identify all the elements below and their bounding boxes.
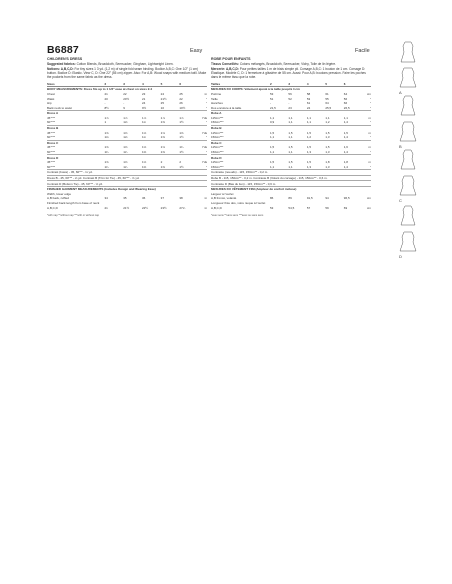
fr-footnote: *avec sens **sans sens ***avec ou sans sens xyxy=(211,213,264,217)
measurement-label: Back neck to waist xyxy=(47,105,72,110)
yardage-value: 1⅝ xyxy=(104,160,109,165)
unit-cell: in xyxy=(204,91,207,96)
section-heading: MESURES DU CORPS: Vêtement ajusté à la taille jusqu'à 4 cm xyxy=(211,87,371,92)
unit-cell: cm xyxy=(367,91,371,96)
yardage-value: 1⅝ xyxy=(160,145,165,150)
measurement-value: 23 xyxy=(288,105,292,110)
measurement-value: 51 xyxy=(269,96,274,101)
finished-value: 34 xyxy=(104,196,108,201)
measurement-value: 53 xyxy=(269,91,274,96)
finished-value: 38 xyxy=(179,196,183,201)
measurement-label: Hanches xyxy=(211,101,223,106)
unit-cell: Yds xyxy=(201,130,207,135)
finished-subheading: Width, lower edge xyxy=(47,191,72,196)
finished-value: 91,5 xyxy=(306,196,313,201)
measurement-value: 9 xyxy=(123,105,125,110)
size-header: 6 xyxy=(179,81,198,86)
unit-cell: " xyxy=(205,150,207,155)
yardage-value: 1,1 xyxy=(288,135,293,140)
sketch-label-d: D xyxy=(399,254,402,259)
group-heading: Robe B xyxy=(211,125,371,130)
fabric-width: 115cm*** xyxy=(211,145,224,150)
yardage-value: 1,2 xyxy=(306,135,312,140)
measurement-value: 21½ xyxy=(160,96,167,101)
unit-cell: " xyxy=(369,96,371,101)
group-heading: Dress D xyxy=(47,155,207,160)
yardage-value: 1⅝ xyxy=(123,145,128,150)
unit-cell: Yds xyxy=(201,115,207,120)
unit-cell: m xyxy=(368,115,371,120)
finished-label: A,B froncé, volanté xyxy=(211,196,237,201)
finished-heading: FINISHED GARMENT MEASUREMENTS (Includes Design and Wearing Ease) xyxy=(47,186,207,191)
measurement-label: Chest xyxy=(47,91,55,96)
difficulty-en: Easy xyxy=(190,48,203,54)
measurement-value: 56 xyxy=(288,91,292,96)
finished-row xyxy=(211,205,371,210)
garment-sketches xyxy=(393,40,423,280)
fabric-width: 150cm*** xyxy=(211,135,224,140)
finished-label: A,B,C,D xyxy=(47,205,58,210)
yardage-value: 1,1 xyxy=(306,120,312,125)
fabric-width: 45"*** xyxy=(47,115,55,120)
measurement-value: 24 xyxy=(160,91,165,96)
measurement-value: 21 xyxy=(104,91,108,96)
finished-value: 89 xyxy=(288,196,292,201)
yardage-value: 1¼ xyxy=(141,135,147,140)
yardage-value: 1,8 xyxy=(325,160,330,165)
fabric-width: 115cm*** xyxy=(211,130,224,135)
yardage-value: 1,4 xyxy=(343,135,348,140)
measurement-value: 66 xyxy=(343,101,348,106)
finished-value: 21 xyxy=(104,205,108,210)
unit-cell: " xyxy=(205,105,207,110)
yardage-value: 1,2 xyxy=(325,120,330,125)
yardage-value: 1⅛ xyxy=(123,120,128,125)
dress-sketch-icons xyxy=(393,40,423,280)
yardage-value: 1,1 xyxy=(269,135,275,140)
size-header: 6 xyxy=(344,81,362,86)
unit-cell: " xyxy=(205,96,207,101)
yardage-value: 1,1 xyxy=(288,150,293,155)
yardage-value: 1⅝ xyxy=(179,130,184,135)
measurement-value: 10½ xyxy=(179,105,186,110)
yardage-value: 1⅝ xyxy=(141,160,147,165)
measurement-row xyxy=(211,105,371,110)
yardage-value: 1⅜ xyxy=(141,150,147,155)
measurement-value: 20 xyxy=(104,96,108,101)
measurement-value: - xyxy=(288,101,290,106)
finished-value: 22½ xyxy=(141,205,148,210)
unit-cell: " xyxy=(369,150,371,155)
group-heading: Dress A xyxy=(47,111,207,116)
sketch-label-c: C xyxy=(399,198,402,203)
finished-row xyxy=(47,205,207,210)
measurement-value: 26 xyxy=(179,101,183,106)
yardage-value: 1⅛ xyxy=(104,135,109,140)
fr-notions: Mercerie: A,B,C,D: Pour petites tailles 1 m de biais simple pli. Corsage A,B,C: 1 bouton de 1 cm. Corsage D: Élastique. Modèle C, D: 1 fermeture à glissière de 55 cm. Aussi: Pour A,B: boutons pression. Faire les poches dans le même tissu que la robe. xyxy=(211,67,366,80)
yardage-value: 2 xyxy=(179,160,182,165)
measurement-value: 25 xyxy=(179,91,183,96)
difficulty-fr: Facile xyxy=(355,48,370,54)
measurement-label: Dos encolure à la taille xyxy=(211,105,242,110)
unit-cell: Yds xyxy=(201,160,207,165)
measurement-value: 52 xyxy=(288,96,292,101)
yardage-value: 1¾ xyxy=(179,145,184,150)
yardage-value: 1⅝ xyxy=(104,145,109,150)
yardage-value: 1½ xyxy=(179,135,184,140)
yardage-value: 1,8 xyxy=(343,160,348,165)
fabric-width: 45"*** xyxy=(47,145,55,150)
measurement-value: 21 xyxy=(141,96,146,101)
yardage-value: 1,3 xyxy=(325,150,330,155)
yardage-value: 1⅜ xyxy=(141,164,147,169)
unit-cell: " xyxy=(205,120,207,125)
measurement-value: 23 xyxy=(141,91,146,96)
yardage-value: 1,5 xyxy=(306,145,312,150)
fabric-width: 60"*** xyxy=(47,164,55,169)
fabric-width: 60"*** xyxy=(47,150,55,155)
yardage-value: 1,5 xyxy=(306,130,312,135)
unit-cell: " xyxy=(205,135,207,140)
fabric-width: 150cm*** xyxy=(211,150,224,155)
unit-cell: " xyxy=(205,164,207,169)
finished-value: 36 xyxy=(141,196,146,201)
size-header: 2 xyxy=(105,81,124,86)
dress-b-back-icon xyxy=(400,122,416,141)
yardage-value: 1,1 xyxy=(343,115,348,120)
dress-c-front-icon xyxy=(401,150,415,169)
yardage-value: 1,5 xyxy=(343,130,348,135)
measurement-value: 20½ xyxy=(123,96,130,101)
measurement-label: Hip xyxy=(47,101,52,106)
size-header: 3 xyxy=(288,81,306,86)
en-title: CHILDREN'S DRESS xyxy=(47,57,83,61)
yardage-note: Contraste D (Bas du lien) - 115, 150cm** - 0,6 m. xyxy=(211,181,371,187)
yardage-value: 1⅜ xyxy=(160,164,165,169)
yardage-value: 1,6 xyxy=(343,145,348,150)
sizes-label: Sizes xyxy=(47,81,105,86)
unit-cell: " xyxy=(369,105,371,110)
yardage-value: 1⅞ xyxy=(141,115,147,120)
yardage-value: 1⅝ xyxy=(104,130,109,135)
yardage-value: 1,1 xyxy=(269,164,275,169)
yardage-value: 1,5 xyxy=(325,145,330,150)
yardage-note: Contrast D (Bottom Tie) - 45, 60"** - ⅝ yd. xyxy=(47,181,207,187)
unit-cell: " xyxy=(369,164,371,169)
contrast-note: Contrast (bows) - 45, 60"** - ⅛ yd. xyxy=(47,170,207,176)
yardage-value: 1½ xyxy=(179,164,184,169)
en-size-table xyxy=(47,81,207,209)
measurement-value: - xyxy=(269,101,271,106)
yardage-value: 1,3 xyxy=(325,164,330,169)
yardage-value: 1,3 xyxy=(306,164,312,169)
yardage-value: 1,4 xyxy=(343,164,348,169)
yardage-value: 1⅝ xyxy=(141,145,147,150)
yardage-value: 1,3 xyxy=(306,150,312,155)
size-header: 5 xyxy=(161,81,180,86)
measurement-value: - xyxy=(104,101,106,106)
measurement-value: 64 xyxy=(343,91,348,96)
yardage-value: 1⅝ xyxy=(141,130,147,135)
yardage-value: 1¼ xyxy=(123,150,128,155)
en-notions: Notions: A,B,C,D: For tiny sizes 1 3 yd. (1,2 m) of single fold seam binding. Bodice A,B,C: One 1/2" (1 cm) button. Bodice D: Elastic. View C, D: One 22" (55 cm) zipper. Also: For A,B: Wood snaps with medium twill. Make the pockets from the same fabric as the dress. xyxy=(47,67,207,80)
yardage-value: 1½ xyxy=(179,150,184,155)
yardage-value: 1,4 xyxy=(343,150,348,155)
yardage-value: 1⅞ xyxy=(179,115,184,120)
size-header: 3 xyxy=(123,81,142,86)
yardage-value: 1,5 xyxy=(269,145,275,150)
size-header: 4 xyxy=(307,81,325,86)
measurement-value: 21,5 xyxy=(269,105,276,110)
fabric-width: 115cm*** xyxy=(211,160,224,165)
measurement-value: 24 xyxy=(141,101,146,106)
measurement-label: Waist xyxy=(47,96,55,101)
size-header: 2 xyxy=(270,81,288,86)
unit-cell: cm xyxy=(367,196,371,201)
measurement-value: 58 xyxy=(306,91,311,96)
english-column xyxy=(47,57,207,218)
yardage-value: 1,5 xyxy=(269,160,275,165)
measurement-value: 26,5 xyxy=(343,105,350,110)
yardage-value: 1⅞ xyxy=(160,115,165,120)
finished-heading: MESURES DU VÊTEMENT FINI (Ampleur de confort incluse) xyxy=(211,186,371,191)
finished-label: A,B,C,D xyxy=(211,205,222,210)
finished-value: 27¼ xyxy=(179,205,186,210)
group-heading: Robe A xyxy=(211,111,371,116)
measurement-value: 10 xyxy=(160,105,165,110)
yardage-value: 1,1 xyxy=(325,115,330,120)
measurement-value: 56 xyxy=(343,96,348,101)
measurement-label: Poitrine xyxy=(211,91,222,96)
sketch-label-a: A xyxy=(399,90,402,95)
pattern-number: B6887 xyxy=(47,44,79,56)
finished-label: A,B back, ruffled xyxy=(47,196,69,201)
yardage-value: 1⅝ xyxy=(160,130,165,135)
unit-cell: m xyxy=(368,145,371,150)
measurement-value: 8½ xyxy=(104,105,109,110)
group-heading: Dress B xyxy=(47,125,207,130)
en-fabrics: Suggested fabrics: Cotton Blends, Broadcloth, Seersucker, Gingham, Lightweight Linen. xyxy=(47,62,174,67)
yardage-value: 1⅜ xyxy=(160,135,165,140)
unit-cell: " xyxy=(369,101,371,106)
section-heading: BODY MEASUREMENTS: Dress fits up to 1 1/2" ease at chest on sizes 2-4 xyxy=(47,87,207,92)
dress-c-back-icon xyxy=(400,176,416,195)
en-footnote: *with nap **without nap ***with or without nap xyxy=(47,213,100,217)
yardage-value: 1½ xyxy=(179,120,184,125)
measurement-value: 25,5 xyxy=(325,105,332,110)
fabric-width: 60"*** xyxy=(47,135,55,140)
finished-value: 86 xyxy=(269,196,274,201)
dress-d-back-icon xyxy=(400,232,416,251)
unit-cell: m xyxy=(368,130,371,135)
yardage-value: 1⅝ xyxy=(123,160,128,165)
unit-cell: " xyxy=(369,135,371,140)
group-heading: Dress C xyxy=(47,140,207,145)
yardage-value: 1,5 xyxy=(288,160,293,165)
finished-label: Finished back length from base of neck xyxy=(47,200,100,205)
measurement-label: Taille xyxy=(211,96,218,101)
yardage-note: Robe B - 115, 150cm** - 0,2 m. Contraste B (Volant du corsage) - 115, 150cm** - 0,6 m. xyxy=(211,175,371,181)
finished-value: 57 xyxy=(306,205,311,210)
fabric-width: 150cm*** xyxy=(211,164,224,169)
dress-d-front-icon xyxy=(401,206,415,225)
yardage-value: 1,5 xyxy=(325,130,330,135)
yardage-value: 1⅜ xyxy=(160,120,165,125)
finished-value: 54,5 xyxy=(288,205,295,210)
yardage-value: 0,9 xyxy=(269,120,275,125)
finished-value: 96,5 xyxy=(343,196,350,201)
yardage-value: 1¼ xyxy=(123,164,128,169)
yardage-value: 1⅜ xyxy=(160,150,165,155)
yardage-value: 1,5 xyxy=(306,160,312,165)
finished-value: 35 xyxy=(123,196,127,201)
yardage-value: 1,4 xyxy=(343,120,348,125)
dress-a-back-icon xyxy=(400,68,416,87)
measurement-value: - xyxy=(123,101,125,106)
measurement-value: 61 xyxy=(306,101,311,106)
yardage-value: 1⅞ xyxy=(104,115,109,120)
finished-value: 59 xyxy=(325,205,329,210)
size-header: 5 xyxy=(325,81,343,86)
finished-value: 37 xyxy=(160,196,165,201)
measurement-value: 61 xyxy=(325,91,329,96)
fr-fabrics: Tissus Conseillés: Cotons mélangés, Broadcloth, Seersucker, Vichy, Toile de lin légère. xyxy=(211,62,337,67)
unit-cell: in xyxy=(204,196,207,201)
yardage-value: 1,1 xyxy=(288,115,293,120)
contrast-note: Contraste (noeuds) - 115, 150cm** - 0,2 m. xyxy=(211,170,371,176)
yardage-value: 1,5 xyxy=(269,130,275,135)
finished-value: 94 xyxy=(325,196,329,201)
unit-cell: in xyxy=(204,205,207,210)
dress-a-front-icon xyxy=(401,42,415,62)
finished-value: 53 xyxy=(269,205,274,210)
yardage-value: 1 xyxy=(104,120,107,125)
yardage-value: 2 xyxy=(160,160,163,165)
unit-cell: Yds xyxy=(201,145,207,150)
yardage-value: 1,1 xyxy=(288,164,293,169)
yardage-note: Dress B - 45, 60"** - ⅛ yd. Contrast B (Trim for Tie) - 45, 60"** - ⅝ yd. xyxy=(47,175,207,181)
group-heading: Robe D xyxy=(211,155,371,160)
yardage-value: 1,5 xyxy=(288,130,293,135)
yardage-value: 1,5 xyxy=(288,145,293,150)
sizes-label: Tailles xyxy=(211,81,270,86)
finished-subheading: Largeur à l'ourlet xyxy=(211,191,234,196)
group-heading: Robe C xyxy=(211,140,371,145)
finished-value: 23½ xyxy=(160,205,167,210)
finished-value: 69 xyxy=(343,205,348,210)
yardage-value: 1⅞ xyxy=(123,115,128,120)
yardage-value: 1,1 xyxy=(269,150,275,155)
fr-size-table xyxy=(211,81,371,209)
fabric-width: 60"*** xyxy=(47,120,55,125)
fabric-width: 150cm*** xyxy=(211,120,224,125)
fr-title: ROBE POUR ENFANTS xyxy=(211,57,251,61)
yardage-value: 1,3 xyxy=(325,135,330,140)
fabric-width: 45"*** xyxy=(47,130,55,135)
french-column xyxy=(211,57,371,218)
measurement-value: 24 xyxy=(306,105,311,110)
unit-cell: " xyxy=(369,120,371,125)
yardage-value: 1,1 xyxy=(269,115,275,120)
yardage-value: 1⅛ xyxy=(123,135,128,140)
measurement-value: 64 xyxy=(325,101,329,106)
measurement-value: 25 xyxy=(160,101,165,106)
fabric-width: 115cm*** xyxy=(211,115,224,120)
unit-cell: m xyxy=(368,160,371,165)
dress-b-front-icon xyxy=(401,96,415,115)
yardage-value: 1,1 xyxy=(306,115,312,120)
yardage-value: 1¼ xyxy=(141,120,147,125)
yardage-value: 1¼ xyxy=(104,150,109,155)
size-header: 4 xyxy=(142,81,161,86)
finished-label: Longueur finie dos, votre nuque à l'ourlet xyxy=(211,200,266,205)
measurement-value: 55 xyxy=(325,96,329,101)
yardage-value: 1⅝ xyxy=(123,130,128,135)
measurement-value: 22 xyxy=(123,91,127,96)
finished-value: 21½ xyxy=(123,205,130,210)
yardage-value: 1¼ xyxy=(104,164,109,169)
yardage-value: 1,1 xyxy=(288,120,293,125)
unit-cell: " xyxy=(205,101,207,106)
fabric-width: 45"*** xyxy=(47,160,55,165)
unit-cell: cm xyxy=(367,205,371,210)
sketch-label-b: B xyxy=(399,144,402,149)
measurement-value: 53 xyxy=(306,96,311,101)
measurement-value: 22 xyxy=(179,96,183,101)
measurement-value: 9½ xyxy=(141,105,147,110)
